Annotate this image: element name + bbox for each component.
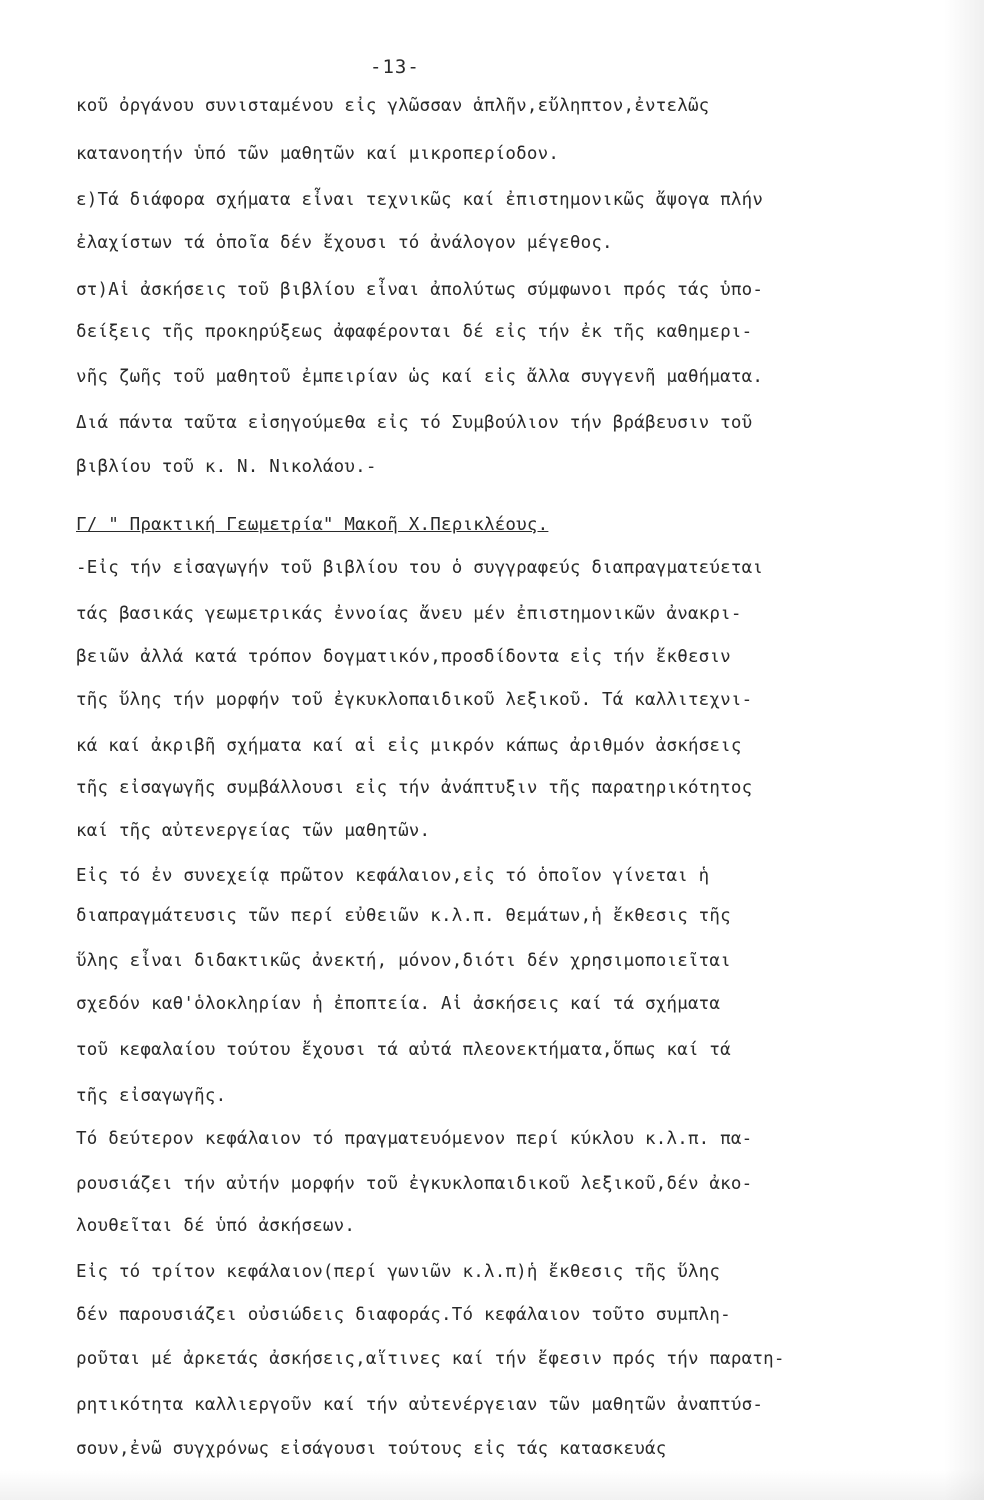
text-line: κά καί ἀκριβῆ σχήματα καί αἱ εἰς μικρόν κάπως ἀριθμόν ἀσκήσεις	[76, 736, 742, 756]
text-line: -Εἰς τήν εἰσαγωγήν τοῦ βιβλίου του ὁ συγγραφεύς διαπραγματεύεται	[76, 558, 764, 578]
text-line: σουν,ἐνῶ συγχρόνως εἰσάγουσι τούτους εἰς τάς κατασκευάς	[76, 1439, 667, 1459]
text-line: βιβλίου τοῦ κ. Ν. Νικολάου.-	[76, 457, 377, 477]
text-line: τοῦ κεφαλαίου τούτου ἔχουσι τά αὐτά πλεονεκτήματα,ὅπως καί τά	[76, 1040, 731, 1060]
text-line: τῆς εἰσαγωγῆς.	[76, 1086, 227, 1106]
text-line: νῆς ζωῆς τοῦ μαθητοῦ ἐμπειρίαν ὡς καί εἰς ἄλλα συγγενῆ μαθήματα.	[76, 367, 764, 387]
scan-edge-shadow	[0, 1470, 984, 1500]
text-line: κοῦ ὀργάνου συνισταμένου εἰς γλῶσσαν ἁπλῆν,εὔληπτον,ἐντελῶς	[76, 96, 710, 116]
text-line: Τό δεύτερον κεφάλαιον τό πραγματευόμενον περί κύκλου κ.λ.π. πα-	[76, 1129, 753, 1149]
text-line: ροῦται μέ ἀρκετάς ἀσκήσεις,αἵτινες καί τήν ἔφεσιν πρός τήν παρατη-	[76, 1349, 785, 1369]
text-line: Εἰς τό ἐν συνεχείᾳ πρῶτον κεφάλαιον,εἰς τό ὁποῖον γίνεται ἡ	[76, 866, 710, 886]
page-number: -13-	[370, 56, 420, 78]
text-line: σχεδόν καθ'ὁλοκληρίαν ἡ ἐποπτεία. Αἱ ἀσκήσεις καί τά σχήματα	[76, 994, 721, 1014]
text-line: τῆς ὕλης τήν μορφήν τοῦ ἐγκυκλοπαιδικοῦ λεξικοῦ. Τά καλλιτεχνι-	[76, 690, 753, 710]
section-heading: Γ/ " Πρακτική Γεωμετρία" Μακοῆ Χ.Περικλέους.	[76, 515, 549, 535]
text-line: βειῶν ἀλλά κατά τρόπον δογματικόν,προσδίδοντα εἰς τήν ἔκθεσιν	[76, 647, 731, 667]
text-line: ἐλαχίστων τά ὁποῖα δέν ἔχουσι τό ἀνάλογον μέγεθος.	[76, 233, 613, 253]
text-line: λουθεῖται δέ ὑπό ἀσκήσεων.	[76, 1216, 356, 1236]
text-line: καί τῆς αὐτενεργείας τῶν μαθητῶν.	[76, 821, 431, 841]
text-line: κατανοητήν ὑπό τῶν μαθητῶν καί μικροπερίοδον.	[76, 144, 560, 164]
text-line: στ)Αἱ ἀσκήσεις τοῦ βιβλίου εἶναι ἀπολύτως σύμφωνοι πρός τάς ὑπο-	[76, 280, 764, 300]
text-line: Διά πάντα ταῦτα εἰσηγούμεθα εἰς τό Συμβούλιον τήν βράβευσιν τοῦ	[76, 413, 753, 433]
text-line: δέν παρουσιάζει οὐσιώδεις διαφοράς.Τό κεφάλαιον τοῦτο συμπλη-	[76, 1305, 731, 1325]
text-line: διαπραγμάτευσις τῶν περί εὐθειῶν κ.λ.π. θεμάτων,ἡ ἔκθεσις τῆς	[76, 906, 731, 926]
text-line: δείξεις τῆς προκηρύξεως ἀφαφέρονται δέ εἰς τήν ἐκ τῆς καθημερι-	[76, 322, 753, 342]
text-line: τῆς εἰσαγωγῆς συμβάλλουσι εἰς τήν ἀνάπτυξιν τῆς παρατηρικότητος	[76, 778, 753, 798]
text-line: ε)Τά διάφορα σχήματα εἶναι τεχνικῶς καί ἐπιστημονικῶς ἄψογα πλήν	[76, 190, 764, 210]
text-line: τάς βασικάς γεωμετρικάς ἐννοίας ἄνευ μέν ἐπιστημονικῶν ἀνακρι-	[76, 604, 742, 624]
text-line: Εἰς τό τρίτον κεφάλαιον(περί γωνιῶν κ.λ.π)ἡ ἔκθεσις τῆς ὕλης	[76, 1262, 721, 1282]
text-line: ρουσιάζει τήν αὐτήν μορφήν τοῦ ἐγκυκλοπαιδικοῦ λεξικοῦ,δέν ἀκο-	[76, 1174, 753, 1194]
text-line: ρητικότητα καλλιεργοῦν καί τήν αὐτενέργειαν τῶν μαθητῶν ἀναπτύσ-	[76, 1395, 764, 1415]
text-line: ὕλης εἶναι διδακτικῶς ἀνεκτή, μόνον,διότι δέν χρησιμοποιεῖται	[76, 951, 731, 971]
scan-edge-shadow	[944, 0, 984, 1500]
